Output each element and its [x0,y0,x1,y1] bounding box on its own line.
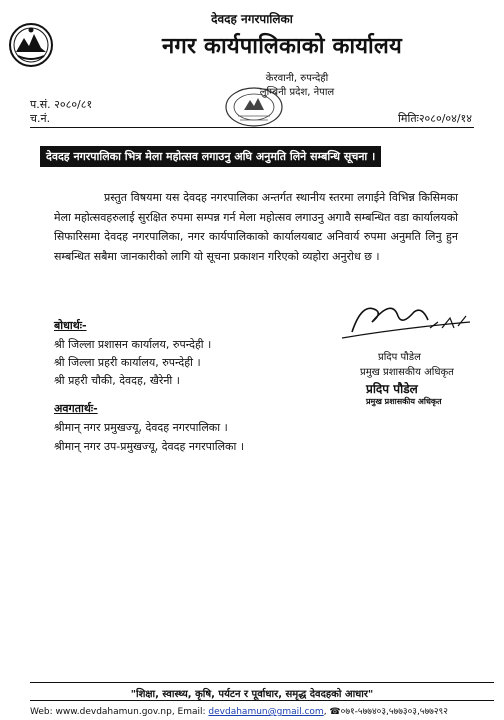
bodhartha-item: श्री जिल्ला प्रशासन कार्यालय, रुपन्देही । [54,338,212,351]
address-line-2: लुम्बिनी प्रदेश, नेपाल [259,87,335,98]
signatory-stamp-post: प्रमुख प्रशासकीय अधिकृत [366,397,442,406]
bodhartha-item: श्री जिल्ला प्रहरी कार्यालय, रुपन्देही । [54,356,201,369]
letter-date: मितिः२०८०/०४/१४ [398,112,472,125]
awagatartha-item: श्रीमान् नगर उप-प्रमुखज्यू, देवदह नगरपालिका । [54,440,245,453]
email-link[interactable]: devdahamun@gmail.com [208,707,324,717]
subject-line: देवदह नगरपालिका भित्र मेला महोत्सव लगाउनु अघि अनुमति लिने सम्बन्धि सूचना । [40,146,381,167]
bodhartha-heading: बोधार्थः- [54,319,87,332]
government-emblem-icon [8,22,54,68]
signatory-name: प्रदिप पौडेल [378,352,421,363]
email-label: , Email: [171,707,209,717]
municipality-name: देवदह नगरपालिका [211,12,293,26]
notice-body: प्रस्तुत विषयमा यस देवदह नगरपालिका अन्तर्गत स्थानीय स्तरमा लगाईने विभिन्न किसिमका मेला महोत्सवहरुलाई सुरक्षित रुपमा सम्पन्न गर्न मेला महोत्सव लगाउनु अगावै सम्बन्धित वडा कार्यालयको सिफारिसमा देवदह नगरपालिका, नगर कार्यपालिकाको कार्यालयबाट अनिवार्य रुपमा अनुमति लिनु हुन सम्बन्धित सबैमा जानकारीको लागि यो सूचना प्रकाशन गरिएको व्यहोरा अनुरोध छ । [54,191,458,263]
header-divider [30,127,474,128]
signatory-post: प्रमुख प्रशासकीय अधिकृत [360,367,454,378]
footer-divider [30,682,494,683]
awagatartha-item: श्रीमान् नगर प्रमुखज्यू, देवदह नगरपालिका । [54,421,228,434]
footer-slogan: "शिक्षा, स्वास्थ्य, कृषि, पर्यटन र पूर्वाधार, समृद्ध देवदहको आधार" [130,689,374,700]
footer-divider [30,700,494,701]
dispatch-number: च.नं. [30,112,51,125]
signature-icon [342,292,472,344]
awagatartha-heading: अवगतार्थः- [54,402,98,415]
office-stamp-icon [224,86,284,128]
bodhartha-item: श्री प्रहरी चौकी, देवदह, खैरेनी । [54,374,180,387]
footer-contact [30,704,448,717]
office-title: नगर कार्यपालिकाको कार्यालय [162,34,402,59]
address-line-1: केरवानी, रुपन्देही [265,73,329,84]
web-label: Web: [30,707,56,717]
phone-numbers: , ☎०७१-५७७४०३,५७७३०३,५७७२९२ [323,707,448,717]
signatory-stamp-name: प्रदिप पौडेल [366,382,418,396]
website-link[interactable]: www.devdahamun.gov.np [55,707,172,717]
reference-number: प.सं. २०८०/८१ [30,98,93,111]
